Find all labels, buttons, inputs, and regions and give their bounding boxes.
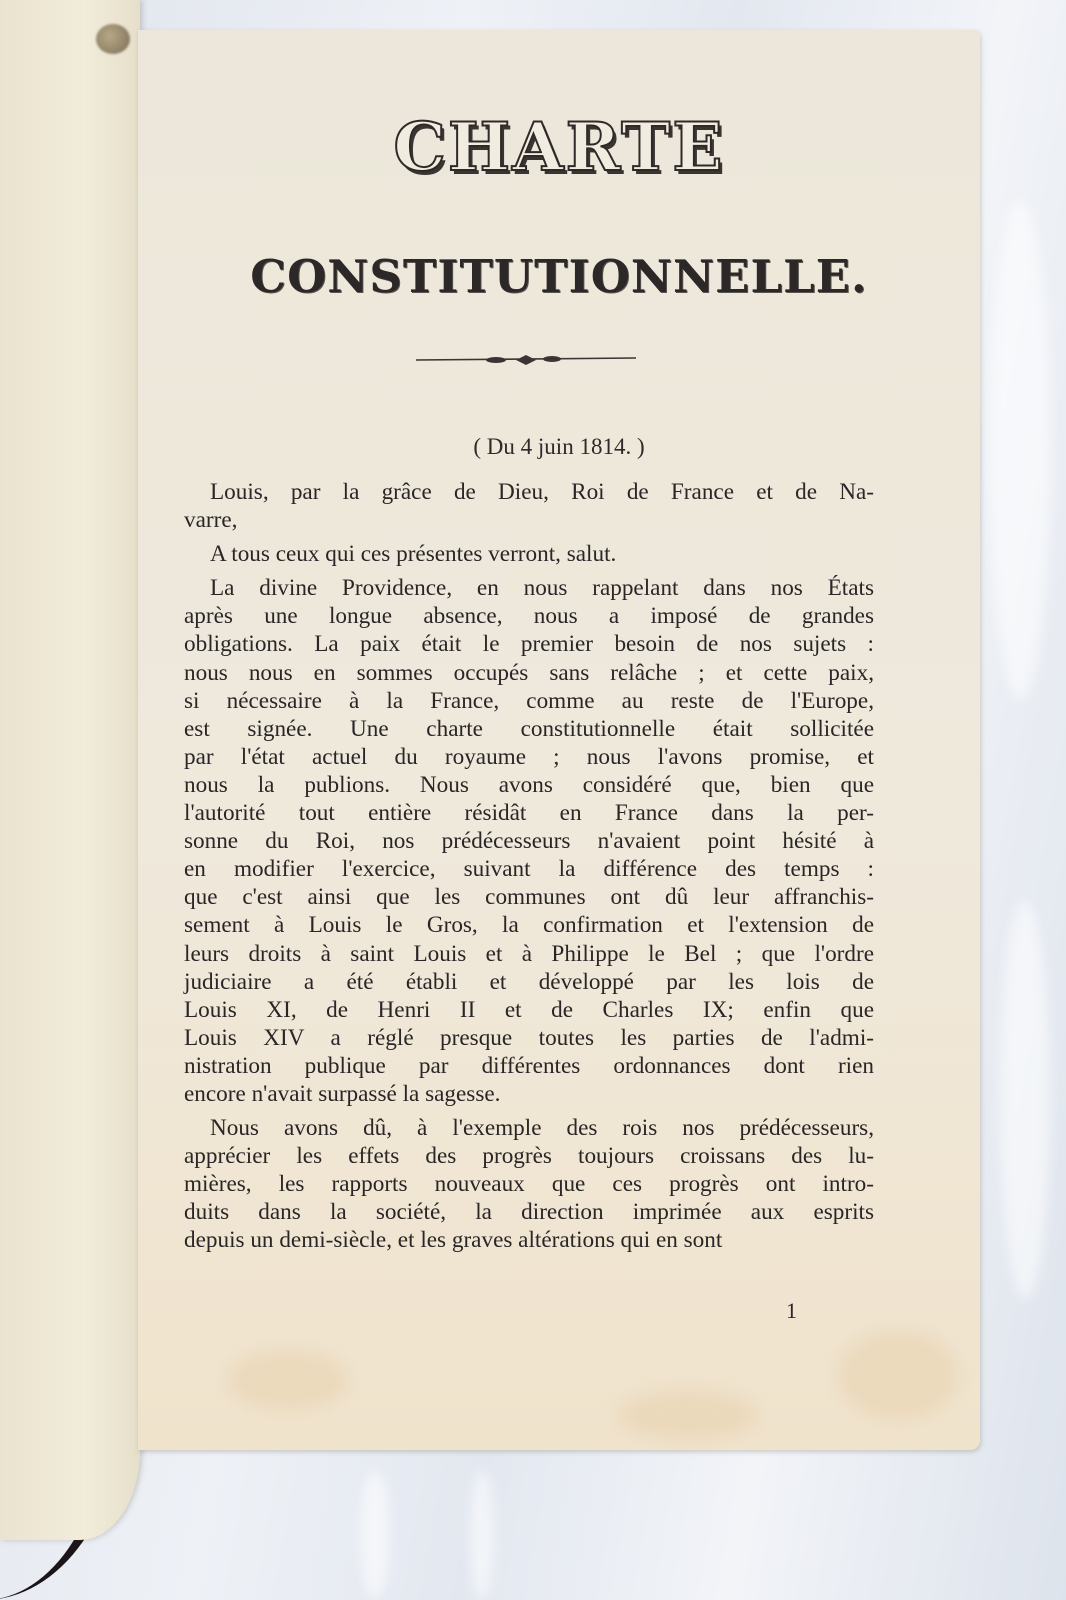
text-line: nous nous en sommes occupés sans relâche ; et cette paix, bbox=[184, 659, 874, 686]
body-text bbox=[184, 478, 874, 1255]
text-line: l'autorité tout entière résidât en France dans la per- bbox=[184, 800, 874, 827]
date-line: ( Du 4 juin 1814. ) bbox=[473, 434, 645, 459]
text-line: en modifier l'exercice, suivant la différence des temps : bbox=[184, 856, 874, 883]
text-line: judiciaire a été établi et développé par les lois de bbox=[184, 968, 874, 995]
text-line: varre, bbox=[184, 507, 238, 534]
fabric-highlight bbox=[1000, 900, 1050, 1300]
binding-thread bbox=[96, 24, 130, 54]
text-line: mières, les rapports nouveaux que ces progrès ont intro- bbox=[184, 1171, 874, 1198]
text-line: La divine Providence, en nous rappelant dans nos États bbox=[210, 575, 874, 602]
title-constitutionnelle: CONSTITUTIONNELLE. bbox=[250, 250, 868, 303]
text-line: nous la publions. Nous avons considéré que, bien que bbox=[184, 771, 874, 798]
text-line: leurs droits à saint Louis et à Philippe le Bel ; que l'ordre bbox=[184, 940, 874, 967]
text-line: Louis XI, de Henri II et de Charles IX; enfin que bbox=[184, 996, 874, 1023]
fabric-highlight bbox=[990, 200, 1050, 700]
book-page bbox=[138, 30, 980, 1450]
text-line: Nous avons dû, à l'exemple des rois nos prédécesseurs, bbox=[210, 1115, 874, 1142]
text-line: obligations. La paix était le premier besoin de nos sujets : bbox=[184, 631, 874, 658]
text-line: depuis un demi-siècle, et les graves altérations qui en sont bbox=[184, 1227, 723, 1254]
text-line: sement à Louis le Gros, la confirmation et l'extension de bbox=[184, 912, 874, 939]
text-line: par l'état actuel du royaume ; nous l'avons promise, et bbox=[184, 743, 874, 770]
fabric-highlight bbox=[360, 1470, 390, 1600]
text-line: Louis XIV a réglé presque toutes les parties de l'admi- bbox=[184, 1024, 874, 1051]
foxing-stain bbox=[838, 1330, 958, 1420]
left-page-edge bbox=[0, 0, 140, 1540]
text-line: encore n'avait surpassé la sagesse. bbox=[184, 1080, 501, 1107]
text-line: Louis, par la grâce de Dieu, Roi de France et de Na- bbox=[210, 479, 874, 505]
title-charte: CHARTE bbox=[393, 108, 725, 186]
text-line: duits dans la société, la direction imprimée aux esprits bbox=[184, 1199, 874, 1226]
page-number: 1 bbox=[786, 1298, 797, 1323]
text-line: sonne du Roi, nos prédécesseurs n'avaient point hésité à bbox=[184, 828, 874, 855]
text-line: nistration publique par différentes ordonnances dont rien bbox=[184, 1052, 874, 1079]
text-line: apprécier les effets des progrès toujours croissans des lu- bbox=[184, 1143, 874, 1170]
foxing-stain bbox=[228, 1350, 348, 1410]
fabric-highlight bbox=[470, 1470, 494, 1600]
text-line: après une longue absence, nous a imposé de grandes bbox=[184, 603, 874, 630]
text-line: est signée. Une charte constitutionnelle était sollicitée bbox=[184, 715, 874, 742]
foxing-stain bbox=[618, 1390, 758, 1440]
text-line: si nécessaire à la France, comme au reste de l'Europe, bbox=[184, 687, 874, 714]
text-line: que c'est ainsi que les communes ont dû leur affranchis- bbox=[184, 884, 874, 911]
text-line: A tous ceux qui ces présentes verront, salut. bbox=[210, 541, 617, 568]
ornament-rule-icon bbox=[416, 352, 636, 368]
